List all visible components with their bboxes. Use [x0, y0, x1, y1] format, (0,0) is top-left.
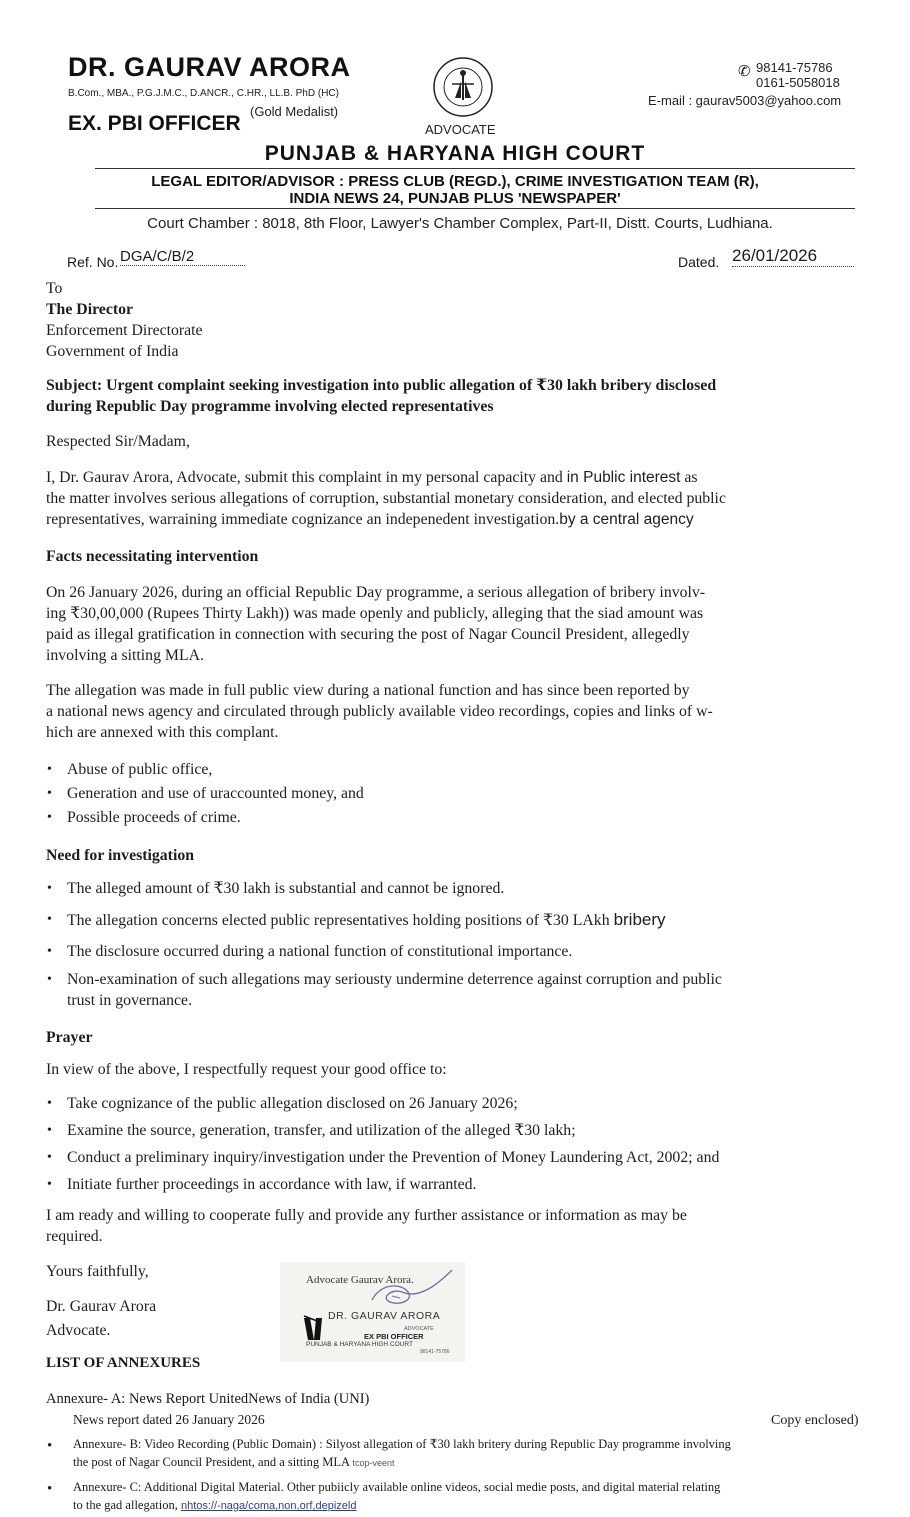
- address-to: To: [46, 280, 63, 297]
- letterhead-chamber: Court Chamber : 8018, 8th Floor, Lawyer's Chamber Complex, Part-II, Distt. Courts, Ludhiana.: [147, 215, 773, 232]
- facts-heading: Facts necessitating intervention: [46, 548, 259, 565]
- list-item: • Possible proceeds of crime.: [46, 807, 882, 828]
- annexure-b-line-1: Annexure- B: Video Recording (Public Domain) : Silyost allegation of ₹30 lakh britery during Republic Day programme involving: [73, 1437, 731, 1451]
- letterhead-court: PUNJAB & HARYANA HIGH COURT: [264, 142, 646, 165]
- annexure-b-line-2: the post of Nagar Council President, and a sitting MLA: [73, 1455, 350, 1469]
- facts-p2-line-3: hich are annexed with this complant.: [46, 724, 279, 741]
- intro-line-3b: by a central agency: [559, 511, 694, 528]
- ref-value: DGA/C/B/2: [120, 248, 245, 266]
- divider-rule: [95, 208, 855, 209]
- facts-p1-line-3: paid as illegal gratification in connection with securing the post of Nagar Council President, allegedly: [46, 626, 690, 643]
- letterhead-name: DR. GAURAV ARORA: [68, 52, 351, 82]
- letterhead-phone-1: 98141-75786: [756, 60, 833, 75]
- date-value: 26/01/2026: [732, 246, 854, 267]
- justice-emblem-icon: [432, 56, 494, 118]
- list-item: [46, 969, 882, 1011]
- stamp-name: DR. GAURAV ARORA: [328, 1310, 441, 1322]
- annexure-a-copy: Copy enclosed): [771, 1413, 859, 1428]
- need-heading: Need for investigation: [46, 847, 195, 864]
- annexure-c-link[interactable]: nhtos://-naga/coma,non,orf,depizeld: [180, 1500, 357, 1512]
- need-b4-line-2: trust in governance.: [67, 992, 193, 1009]
- list-item: • Conduct a preliminary inquiry/investigation under the Prevention of Money Laundering Act, 2002; and: [46, 1147, 882, 1168]
- phone-icon: ✆: [738, 63, 751, 80]
- list-item: • Examine the source, generation, transfer, and utilization of the alleged ₹30 lakh;: [46, 1120, 882, 1141]
- annexure-b: [73, 1435, 893, 1472]
- bullet-icon: •: [47, 1481, 53, 1497]
- closing-paragraph: [46, 1205, 882, 1247]
- need-b2a: The allegation concerns elected public representatives holding positions of ₹30 LAkh: [67, 912, 610, 929]
- prayer-intro: In view of the above, I respectfully request your good office to:: [46, 1061, 447, 1078]
- address-line-2: Enforcement Directorate: [46, 322, 203, 339]
- signatory-designation: Advocate.: [46, 1322, 111, 1339]
- intro-line-1c: as: [684, 469, 698, 486]
- advocate-stamp: [280, 1262, 465, 1362]
- letterhead-email: E-mail : gaurav5003@yahoo.com: [648, 93, 842, 108]
- intro-line-1a: I, Dr. Gaurav Arora, Advocate, submit this complaint in my personal capacity and: [46, 469, 563, 486]
- ready-line-2: required.: [46, 1228, 103, 1245]
- stamp-advocate: ADVOCATE: [404, 1326, 434, 1332]
- letterhead-phone-2: 0161-5058018: [756, 75, 840, 90]
- letterhead-gold-medalist: (Gold Medalist): [250, 104, 339, 119]
- address-line-3: Government of India: [46, 343, 179, 360]
- facts-paragraph-1: [46, 582, 882, 666]
- list-item: • The alleged amount of ₹30 lakh is substantial and cannot be ignored.: [46, 878, 882, 899]
- stamp-court: PUNJAB & HARYANA HIGH COURT: [306, 1341, 413, 1348]
- letterhead-qualifications: B.Com., MBA., P.G.J.M.C., D.ANCR., C.HR., LL.B. PhD (HC): [68, 88, 339, 99]
- facts-p1-line-1: On 26 January 2026, during an official Republic Day programme, a serious allegation of bribery involv-: [46, 584, 706, 601]
- facts-paragraph-2: [46, 680, 882, 743]
- stamp-phone: 98141-75786: [420, 1349, 450, 1355]
- facts-p1-line-2: ing ₹30,00,000 (Rupees Thirty Lakh)) was made openly and publicly, alleging that the siad amount was: [46, 605, 704, 622]
- subject-line-2: during Republic Day programme involving elected representatives: [46, 398, 494, 415]
- list-item: • Abuse of public office,: [46, 759, 882, 780]
- facts-p1-line-4: involving a sitting MLA.: [46, 647, 204, 664]
- subject: [46, 375, 876, 417]
- annexure-a-line-2: News report dated 26 January 2026: [73, 1412, 265, 1427]
- facts-p2-line-2: a national news agency and circulated through publicly available video recordings, copies and links of w-: [46, 703, 713, 720]
- need-b4-line-1: • Non-examination of such allegations may seriousty undermine deterrence against corruption and public: [67, 971, 722, 988]
- annexures-heading: LIST OF ANNEXURES: [46, 1355, 201, 1371]
- facts-p2-line-1: The allegation was made in full public view during a national function and has since been reported by: [46, 682, 690, 699]
- annexure-a-line-1: Annexure- A: News Report UnitedNews of India (UNI): [46, 1391, 370, 1407]
- list-item: • Initiate further proceedings in accordance with law, if warranted.: [46, 1174, 882, 1195]
- bullet-icon: •: [47, 1438, 53, 1454]
- closing-yours: Yours faithfully,: [46, 1263, 149, 1280]
- list-item: [46, 909, 882, 931]
- need-b2b: bribery: [613, 910, 666, 929]
- letterhead-legal-line-1: LEGAL EDITOR/ADVISOR : PRESS CLUB (REGD.), CRIME INVESTIGATION TEAM (R),: [151, 173, 759, 190]
- prayer-heading: Prayer: [46, 1029, 93, 1046]
- intro-line-3a: representatives, warraining immediate cognizance an indepenedent investigation.: [46, 511, 560, 528]
- letterhead-ex-officer: EX. PBI OFFICER: [68, 112, 241, 135]
- salutation: Respected Sir/Madam,: [46, 433, 190, 450]
- letterhead-advocate: ADVOCATE: [425, 122, 496, 137]
- letterhead-legal-line-2: INDIA NEWS 24, PUNJAB PLUS 'NEWSPAPER': [289, 190, 621, 207]
- subject-line-1: Subject: Urgent complaint seeking investigation into public allegation of ₹30 lakh bribery disclosed: [46, 377, 717, 394]
- annexure-b-extra: tcop-veent: [352, 1458, 395, 1468]
- intro-line-1b: in Public interest: [566, 469, 681, 486]
- stamp-officer: EX PBI OFFICER: [364, 1332, 424, 1341]
- divider-rule: [95, 168, 855, 169]
- ref-label: Ref. No.: [67, 254, 119, 270]
- list-item: • Take cognizance of the public allegation disclosed on 26 January 2026;: [46, 1093, 882, 1114]
- recipient-address: [46, 278, 203, 362]
- annexure-c-line-2: to the gad allegation,: [73, 1498, 178, 1512]
- signatory-name: Dr. Gaurav Arora: [46, 1298, 157, 1315]
- stamp-top-text: Advocate Gaurav Arora.: [306, 1274, 414, 1286]
- list-item: • Generation and use of uraccounted money, and: [46, 783, 882, 804]
- annexure-c-line-1: Annexure- C: Additional Digital Material. Other pubiicly available online videos, social medie posts, and digital material relating: [73, 1480, 721, 1494]
- date-label: Dated.: [678, 254, 720, 270]
- ready-line-1: I am ready and willing to cooperate fully and provide any further assistance or information as may be: [46, 1207, 687, 1224]
- annexure-c: [73, 1478, 893, 1515]
- intro-line-2: the matter involves serious allegations of corruption, substantial monetary consideration, and elected public: [46, 490, 726, 507]
- intro-paragraph: [46, 467, 882, 530]
- address-line-1: The Director: [46, 301, 133, 318]
- list-item: • The disclosure occurred during a national function of constitutional importance.: [46, 941, 882, 962]
